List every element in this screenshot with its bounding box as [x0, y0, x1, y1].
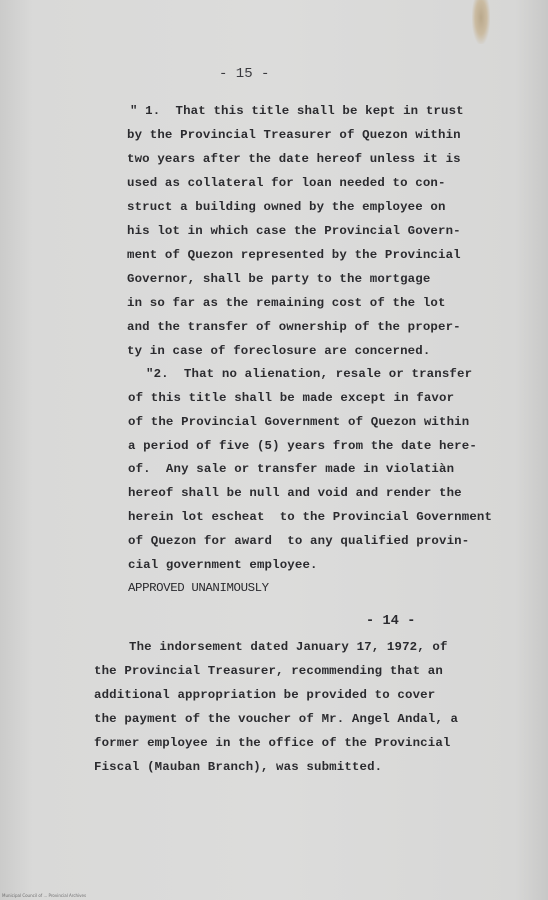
text-line: Fiscal (Mauban Branch), was submitted.: [94, 760, 383, 774]
text-line: the payment of the voucher of Mr. Angel Andal, a: [94, 712, 459, 726]
text-line: of. Any sale or transfer made in violatiàn: [128, 462, 455, 476]
text-line: ty in case of foreclosure are concerned.: [127, 344, 431, 358]
text-line: struct a building owned by the employee on: [127, 200, 446, 214]
text-line: by the Provincial Treasurer of Quezon within: [127, 128, 461, 142]
text-line: additional appropriation be provided to cover: [94, 688, 436, 702]
text-line: herein lot escheat to the Provincial Government: [128, 510, 493, 524]
text-line: of the Provincial Government of Quezon within: [128, 415, 470, 429]
text-line: used as collateral for loan needed to con-: [127, 176, 446, 190]
page-number: - 15 -: [219, 66, 270, 82]
text-line: the Provincial Treasurer, recommending that an: [94, 664, 443, 678]
text-line: of this title shall be made except in favor: [128, 391, 455, 405]
text-line: "2. That no alienation, resale or transfer: [146, 367, 473, 381]
item-number: - 14 -: [366, 614, 416, 629]
text-line: a period of five (5) years from the date here-: [128, 439, 477, 453]
paper-stain: [472, 0, 490, 44]
approved-status: APPROVED UNANIMOUSLY: [128, 581, 269, 595]
text-line: in so far as the remaining cost of the lot: [127, 296, 446, 310]
text-line: Governor, shall be party to the mortgage: [127, 272, 431, 286]
archive-footer: Municipal Council of ... Provincial Archives: [2, 893, 87, 898]
text-line: cial government employee.: [128, 558, 318, 572]
text-line: ment of Quezon represented by the Provincial: [127, 248, 461, 262]
text-line: of Quezon for award to any qualified provin-: [128, 534, 470, 548]
text-line: and the transfer of ownership of the proper-: [127, 320, 461, 334]
text-line: former employee in the office of the Provincial: [94, 736, 451, 750]
text-line: hereof shall be null and void and render the: [128, 486, 462, 500]
text-line: The indorsement dated January 17, 1972, of: [129, 640, 448, 654]
text-line: his lot in which case the Provincial Govern-: [127, 224, 461, 238]
text-line: " 1. That this title shall be kept in trust: [130, 104, 464, 118]
text-line: two years after the date hereof unless it is: [127, 152, 461, 166]
